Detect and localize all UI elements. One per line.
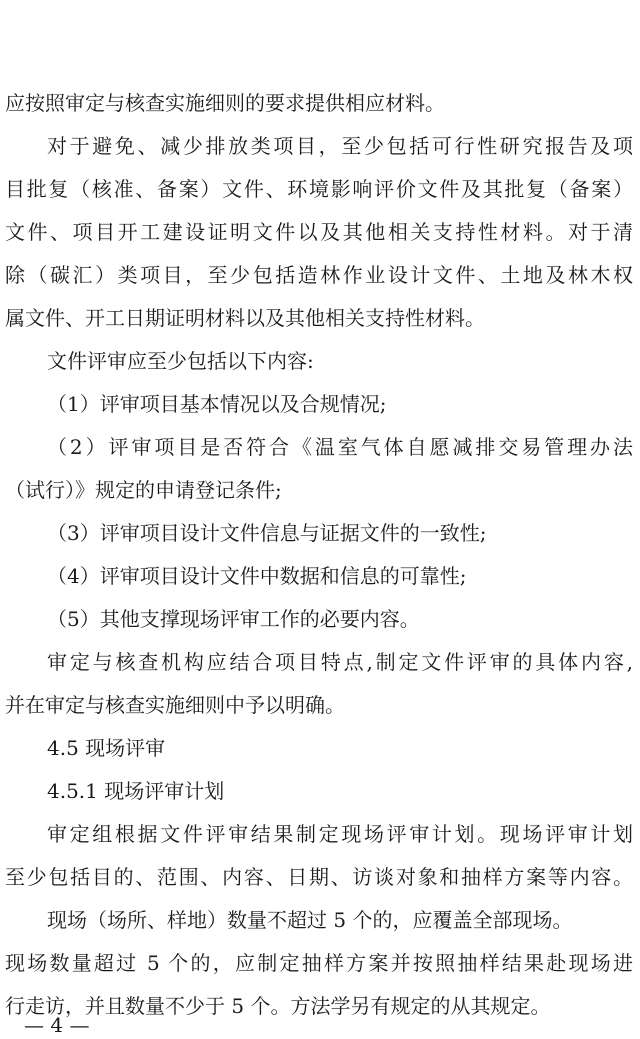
text-line: 行走访，并且数量不少于 5 个。方法学另有规定的从其规定。 bbox=[5, 994, 551, 1018]
list-item: （5）其他支撑现场评审工作的必要内容。 bbox=[47, 607, 420, 631]
text-line: 并在审定与核查实施细则中予以明确。 bbox=[5, 693, 345, 717]
subsection-heading: 4.5.1 现场评审计划 bbox=[47, 779, 225, 803]
list-item: （2）评审项目是否符合《温室气体自愿减排交易管理办法 bbox=[47, 435, 633, 459]
page-number: — 4 — bbox=[24, 1013, 90, 1037]
text-line: 目批复（核准、备案）文件、环境影响评价文件及其批复（备案） bbox=[5, 177, 633, 201]
text-line: 现场数量超过 5 个的，应制定抽样方案并按照抽样结果赴现场进 bbox=[5, 951, 633, 975]
section-heading: 4.5 现场评审 bbox=[47, 736, 166, 760]
list-item: （1）评审项目基本情况以及合规情况; bbox=[47, 392, 387, 416]
text-line: 对于避免、减少排放类项目，至少包括可行性研究报告及项 bbox=[47, 134, 633, 158]
text-line: 审定组根据文件评审结果制定现场评审计划。现场评审计划 bbox=[47, 822, 633, 846]
text-line: （试行）》规定的申请登记条件; bbox=[5, 478, 282, 502]
list-item: （3）评审项目设计文件信息与证据文件的一致性; bbox=[47, 521, 487, 545]
text-line: 文件评审应至少包括以下内容: bbox=[47, 349, 314, 373]
text-line: 除（碳汇）类项目，至少包括造林作业设计文件、土地及林木权 bbox=[5, 263, 633, 287]
text-line: 现场（场所、样地）数量不超过 5 个的，应覆盖全部现场。 bbox=[47, 908, 573, 932]
text-line: 至少包括目的、范围、内容、日期、访谈对象和抽样方案等内容。 bbox=[5, 865, 633, 889]
list-item: （4）评审项目设计文件中数据和信息的可靠性; bbox=[47, 564, 467, 588]
text-line: 应按照审定与核查实施细则的要求提供相应材料。 bbox=[5, 91, 445, 115]
text-line: 属文件、开工日期证明材料以及其他相关支持性材料。 bbox=[5, 306, 485, 330]
text-line: 审定与核查机构应结合项目特点,制定文件评审的具体内容, bbox=[47, 650, 633, 674]
text-line: 文件、项目开工建设证明文件以及其他相关支持性材料。对于清 bbox=[5, 220, 633, 244]
